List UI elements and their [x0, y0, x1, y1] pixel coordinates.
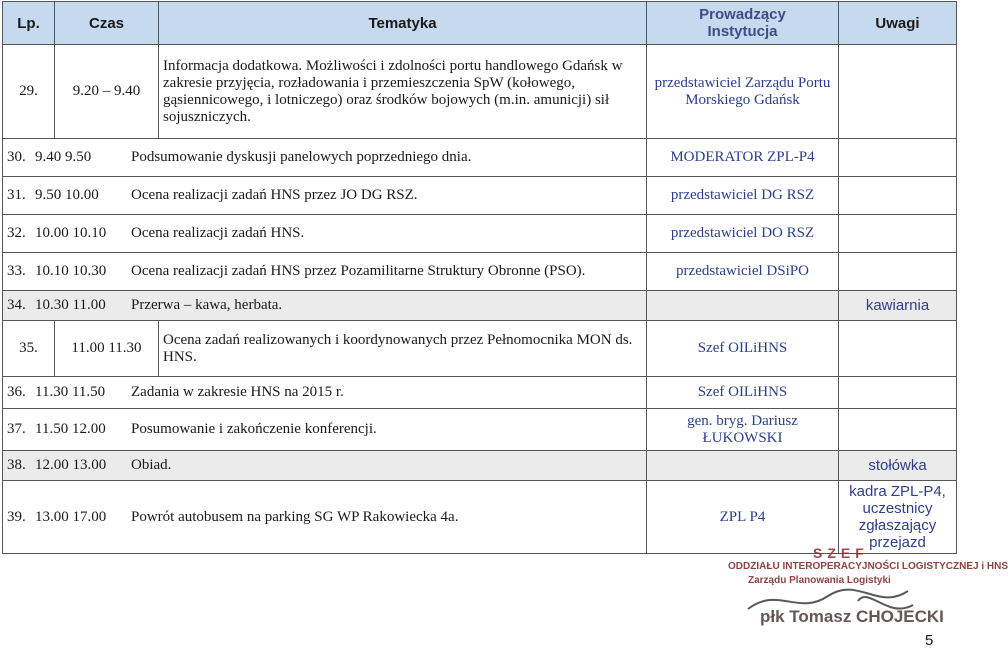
row-time: 9.20 – 9.40	[55, 45, 159, 139]
table-row	[3, 45, 957, 139]
row-notes	[839, 177, 957, 215]
page-number: 5	[925, 632, 934, 649]
table-row	[3, 177, 957, 215]
row-topic: Ocena realizacji zadań HNS przez Pozamilitarne Struktury Obronne (PSO).	[131, 263, 586, 279]
row-combined	[3, 481, 647, 554]
table-row	[3, 253, 957, 291]
row-combined	[3, 139, 647, 177]
row-time: 10.00 10.10	[35, 225, 107, 241]
table-row	[3, 139, 957, 177]
row-combined	[3, 253, 647, 291]
row-topic: Informacja dodatkowa. Możliwości i zdolności portu handlowego Gdańsk w zakresie przyjęcia, rozładowania i przemieszczenia SpW (kołowego, gąsiennicowego, i lotniczego) oraz środków bojowych (m.in. amunicji) sił sojuszniczych.	[159, 45, 647, 139]
row-combined	[3, 451, 647, 481]
row-notes	[839, 377, 957, 409]
stamp-title: SZEF	[813, 545, 869, 561]
table-row	[3, 377, 957, 409]
row-time: 9.50 10.00	[35, 187, 99, 203]
row-topic: Posumowanie i zakończenie konferencji.	[131, 421, 377, 437]
table-row	[3, 451, 957, 481]
row-topic: Przerwa – kawa, herbata.	[131, 297, 283, 313]
row-lead: ZPL P4	[647, 481, 839, 554]
row-time: 13.00 17.00	[35, 508, 107, 525]
row-lead: przedstawiciel DO RSZ	[647, 215, 839, 253]
header-prowadzacy	[647, 2, 839, 45]
row-lead: przedstawiciel DG RSZ	[647, 177, 839, 215]
signatory-name: płk Tomasz CHOJECKI	[760, 607, 944, 626]
stamp-directorate: Zarządu Planowania Logistyki	[748, 575, 891, 586]
header-row	[3, 2, 957, 45]
row-notes	[839, 253, 957, 291]
row-number: 37.	[7, 421, 26, 437]
row-combined	[3, 377, 647, 409]
row-lead	[647, 291, 839, 321]
row-notes: kawiarnia	[839, 291, 957, 321]
row-lead: Szef OILiHNS	[647, 321, 839, 377]
row-topic: Ocena realizacji zadań HNS.	[131, 225, 305, 241]
header-lp: Lp.	[3, 2, 55, 45]
header-tematyka: Tematyka	[159, 2, 647, 45]
row-combined	[3, 177, 647, 215]
row-notes	[839, 215, 957, 253]
row-combined	[3, 215, 647, 253]
stamp-department: ODDZIAŁU INTEROPERACYJNOŚCI LOGISTYCZNEJ i HNS	[728, 561, 1008, 572]
row-number: 33.	[7, 263, 26, 279]
row-notes	[839, 409, 957, 451]
table-row	[3, 291, 957, 321]
row-time: 10.10 10.30	[35, 263, 107, 279]
row-notes	[839, 321, 957, 377]
header-instytucja-label: Instytucja	[707, 23, 778, 40]
header-prowadzacy-label: Prowadzący	[699, 6, 786, 23]
row-topic: Zadania w zakresie HNS na 2015 r.	[131, 384, 344, 400]
row-topic: Podsumowanie dyskusji panelowych poprzedniego dnia.	[131, 149, 472, 165]
row-notes: kadra ZPL-P4, uczestnicy zgłaszający przejazd	[839, 481, 957, 554]
row-number: 31.	[7, 187, 26, 203]
row-number: 34.	[7, 297, 26, 313]
row-notes	[839, 45, 957, 139]
table-row	[3, 481, 957, 554]
table-row	[3, 321, 957, 377]
row-time: 9.40 9.50	[35, 149, 92, 165]
header-czas: Czas	[55, 2, 159, 45]
row-number: 35.	[3, 321, 55, 377]
row-time: 12.00 13.00	[35, 457, 107, 473]
row-lead: gen. bryg. Dariusz ŁUKOWSKI	[647, 409, 839, 451]
row-lead	[647, 451, 839, 481]
row-lead: MODERATOR ZPL-P4	[647, 139, 839, 177]
row-topic: Powrót autobusem na parking SG WP Rakowiecka 4a.	[131, 508, 459, 525]
row-topic: Ocena zadań realizowanych i koordynowanych przez Pełnomocnika MON ds. HNS.	[159, 321, 647, 377]
row-notes: stołówka	[839, 451, 957, 481]
row-number: 36.	[7, 384, 26, 400]
row-number: 30.	[7, 149, 26, 165]
row-number: 39.	[7, 508, 26, 525]
row-lead: przedstawiciel Zarządu Portu Morskiego Gdańsk	[647, 45, 839, 139]
official-stamp	[728, 545, 1008, 645]
row-number: 29.	[3, 45, 55, 139]
row-topic: Obiad.	[131, 457, 172, 473]
table-row	[3, 215, 957, 253]
row-lead: Szef OILiHNS	[647, 377, 839, 409]
row-combined	[3, 291, 647, 321]
agenda-table	[2, 1, 957, 554]
row-time: 11.50 12.00	[35, 421, 106, 437]
row-number: 32.	[7, 225, 26, 241]
row-notes	[839, 139, 957, 177]
table-row	[3, 409, 957, 451]
row-topic: Ocena realizacji zadań HNS przez JO DG RSZ.	[131, 187, 418, 203]
header-uwagi: Uwagi	[839, 2, 957, 45]
row-number: 38.	[7, 457, 26, 473]
row-time: 10.30 11.00	[35, 297, 106, 313]
row-lead: przedstawiciel DSiPO	[647, 253, 839, 291]
row-combined	[3, 409, 647, 451]
row-time: 11.00 11.30	[55, 321, 159, 377]
row-time: 11.30 11.50	[35, 384, 106, 400]
